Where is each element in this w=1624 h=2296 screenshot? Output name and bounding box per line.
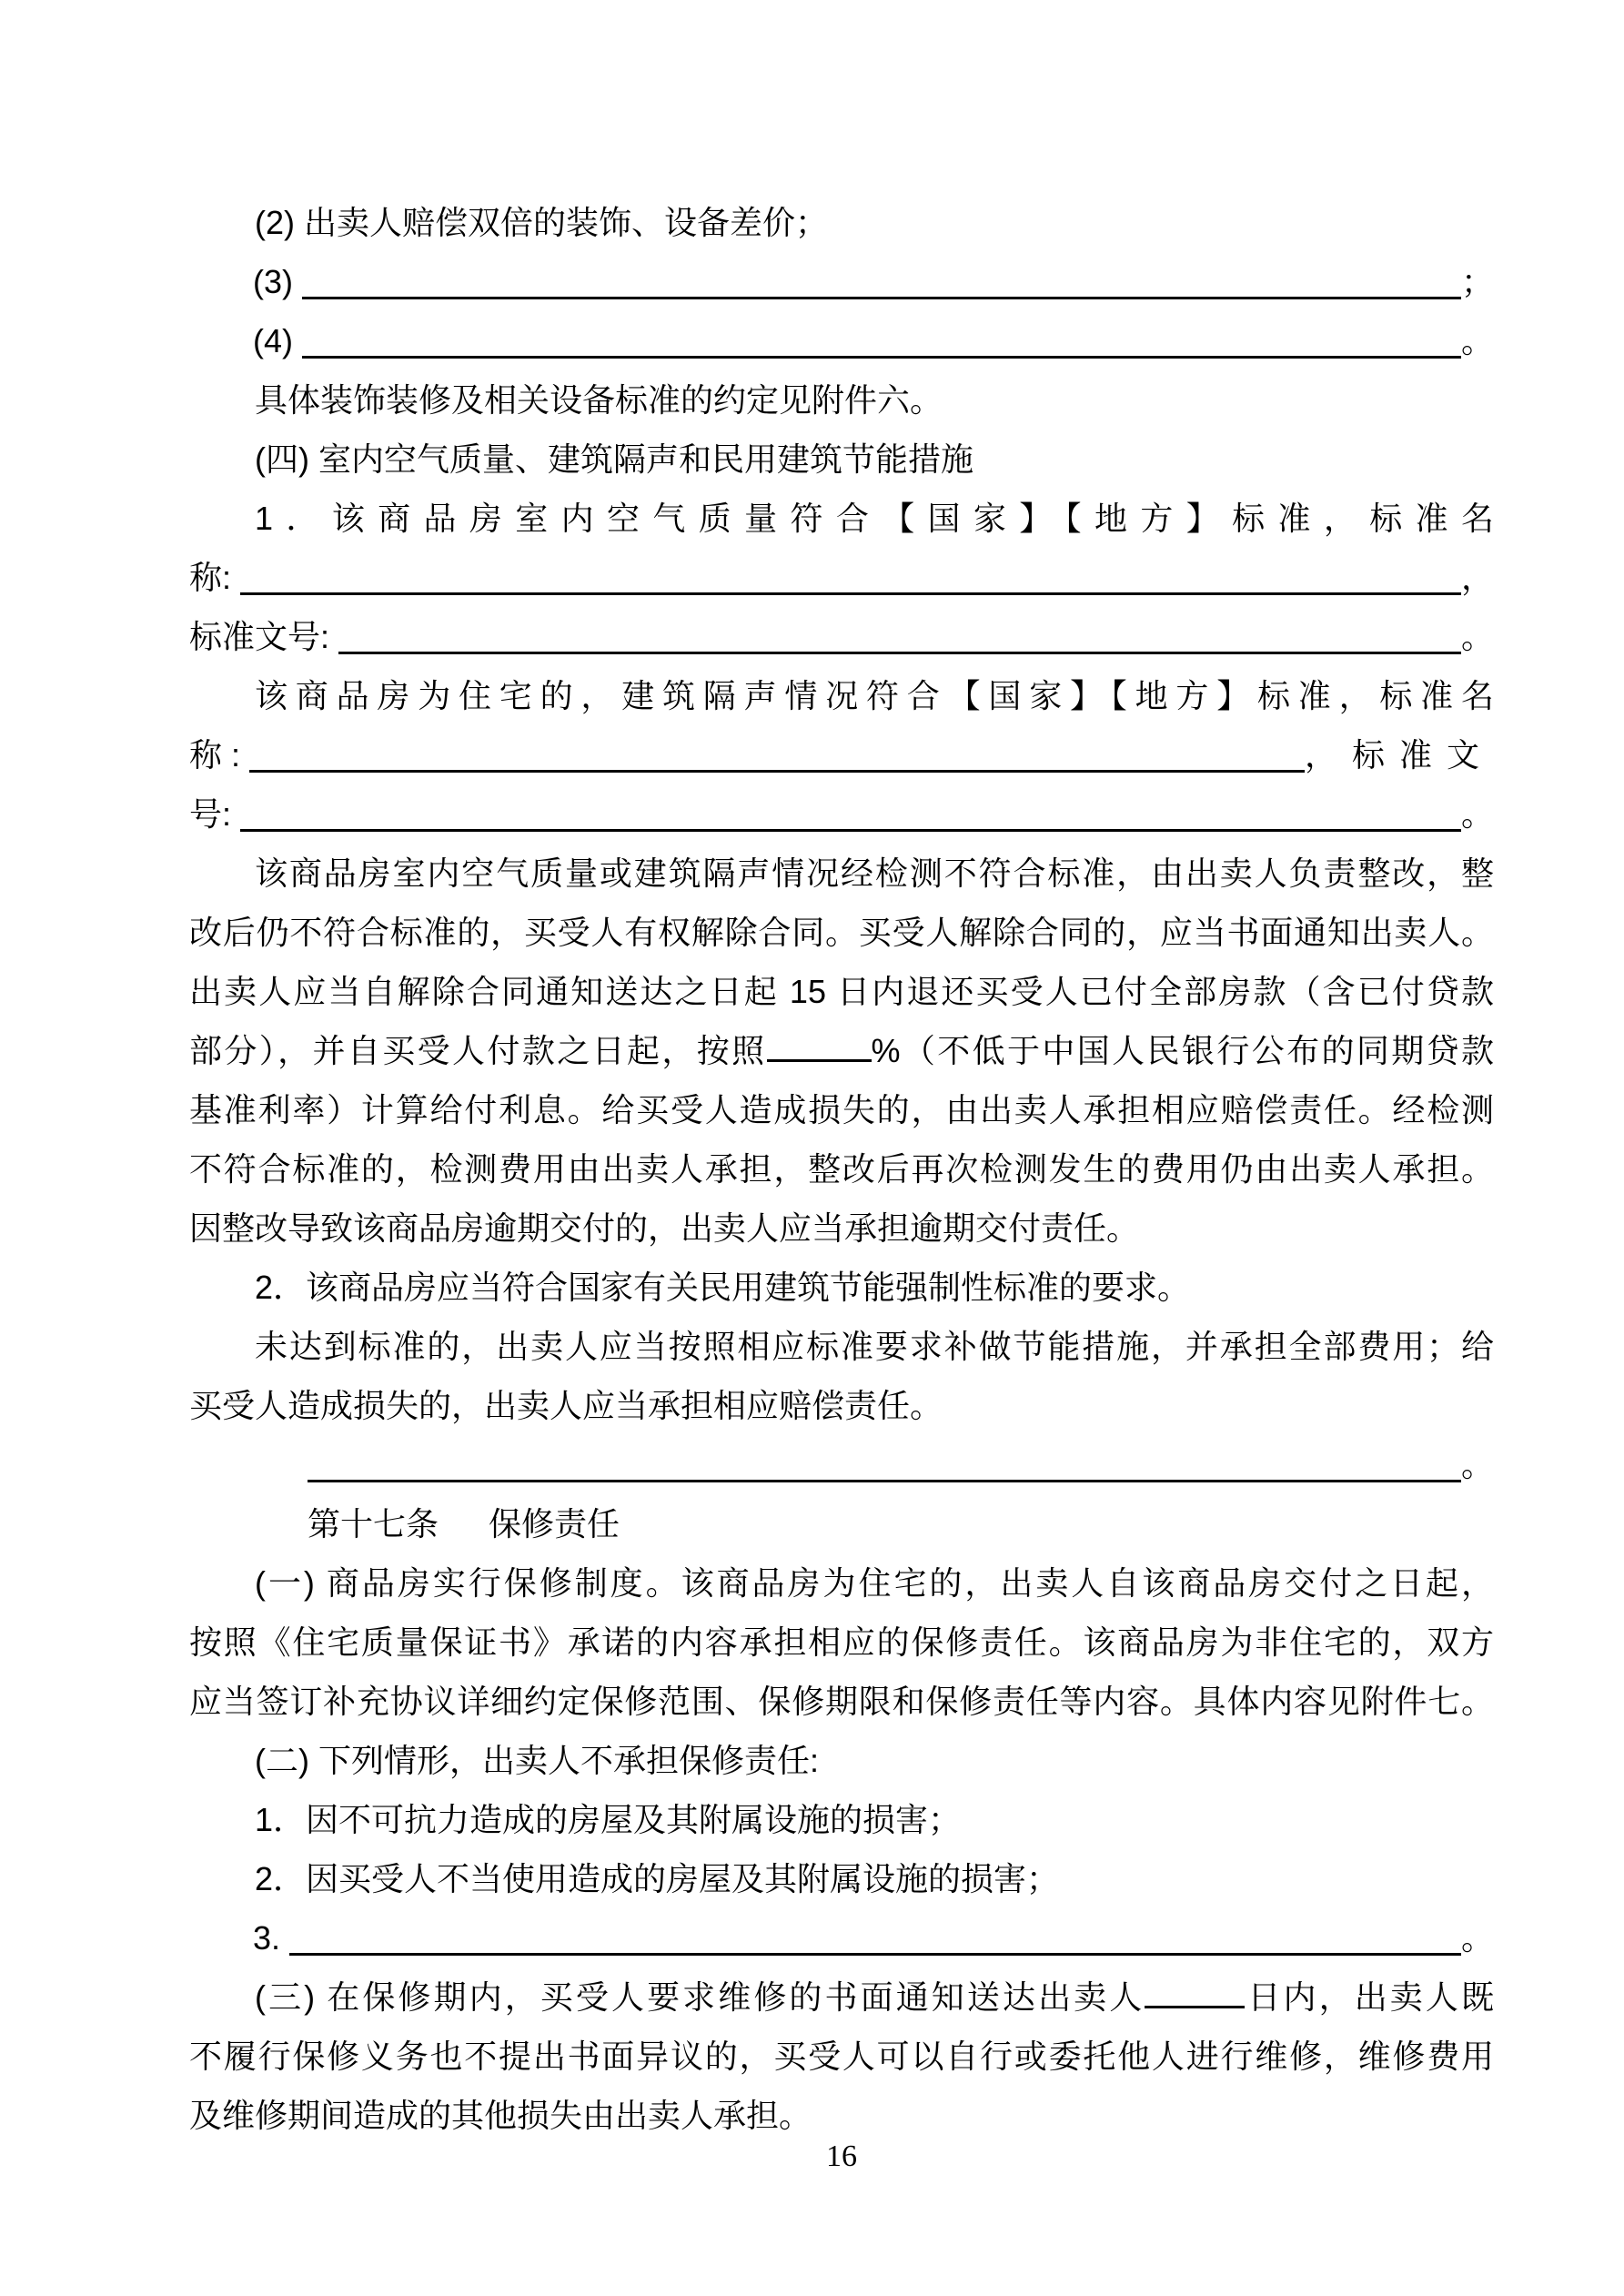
fill-line-suffix: ， bbox=[1460, 559, 1494, 596]
fill-in-line bbox=[189, 725, 1494, 784]
page-number: 16 bbox=[826, 2139, 857, 2173]
contract-text-line: 具体装饰装修及相关设备标准的约定见附件六。 bbox=[255, 381, 943, 419]
contract-text-line: 该商品房为住宅的，建筑隔声情况符合【国家】【地方】标准，标准名 bbox=[255, 677, 1494, 714]
fill-line-label: (4) bbox=[253, 322, 302, 359]
fill-in-blank bbox=[1145, 2006, 1245, 2008]
contract-text-line: 2．因买受人不当使用造成的房屋及其附属设施的损害； bbox=[255, 1860, 1060, 1897]
contract-text-line: 按照《住宅质量保证书》承诺的内容承担相应的保修责任。该商品房为非住宅的，双方 bbox=[189, 1623, 1494, 1661]
contract-text-line: 该商品房室内空气质量或建筑隔声情况经检测不符合标准，由出卖人负责整改，整 bbox=[255, 855, 1494, 892]
fill-in-line bbox=[189, 252, 1494, 311]
contract-text-line: 基准利率）计算给付利息。给买受人造成损失的，由出卖人承担相应赔偿责任。经检测 bbox=[189, 1091, 1494, 1128]
article-title: 保修责任 bbox=[489, 1505, 620, 1542]
contract-text-line: 改后仍不符合标准的，买受人有权解除合同。买受人解除合同的，应当书面通知出卖人。 bbox=[189, 914, 1494, 951]
fill-in-line bbox=[189, 607, 1494, 666]
fill-in-blank bbox=[302, 356, 1461, 359]
fill-in-line bbox=[189, 1908, 1494, 1967]
contract-text-line: 1．因不可抗力造成的房屋及其附属设施的损害； bbox=[255, 1801, 962, 1838]
fill-in-blank bbox=[289, 1953, 1461, 1956]
fill-in-line bbox=[189, 311, 1494, 370]
fill-line-label: 3. bbox=[253, 1919, 290, 1957]
contract-text-line: 出卖人应当自解除合同通知送达之日起 15 日内退还买受人已付全部房款（含已付贷款 bbox=[189, 973, 1494, 1010]
contract-text-line: 未达到标准的，出卖人应当按照相应标准要求补做节能措施，并承担全部费用；给 bbox=[255, 1328, 1494, 1365]
fill-in-blank bbox=[308, 1480, 1461, 1482]
contract-text-line: (二) 下列情形，出卖人不承担保修责任: bbox=[255, 1742, 819, 1779]
contract-text-line: 应当签订补充协议详细约定保修范围、保修期限和保修责任等内容。具体内容见附件七。 bbox=[189, 1683, 1494, 1720]
contract-text-line: (2) 出卖人赔偿双倍的装饰、设备差价； bbox=[255, 204, 829, 241]
contract-text-line: 1．该商品房室内空气质量符合【国家】【地方】标准，标准名 bbox=[255, 500, 1494, 537]
fill-in-blank bbox=[338, 652, 1461, 654]
fill-in-blank bbox=[240, 829, 1461, 832]
fill-line-suffix: ，标准文 bbox=[1304, 736, 1494, 774]
contract-text-line: 不履行保修义务也不提出书面异议的，买受人可以自行或委托他人进行维修，维修费用 bbox=[189, 2038, 1494, 2075]
contract-text-line: 不符合标准的，检测费用由出卖人承担，整改后再次检测发生的费用仍由出卖人承担。 bbox=[189, 1150, 1494, 1188]
fill-in-blank bbox=[240, 592, 1461, 595]
contract-text-line: 部分），并自买受人付款之日起，按照 %（不低于中国人民银行公布的同期贷款 bbox=[189, 1032, 1494, 1069]
fill-line-label: 号: bbox=[189, 795, 241, 833]
fill-line-label: 称 : bbox=[189, 736, 250, 774]
fill-in-line bbox=[189, 784, 1494, 844]
document-body bbox=[189, 193, 1494, 2145]
contract-text-line: 因整改导致该商品房逾期交付的，出卖人应当承担逾期交付责任。 bbox=[189, 1209, 1140, 1247]
contract-text-line: 买受人造成损失的，出卖人应当承担相应赔偿责任。 bbox=[189, 1387, 943, 1424]
fill-line-label: 标准文号: bbox=[189, 618, 339, 655]
fill-in-blank bbox=[302, 297, 1461, 299]
fill-line-suffix: 。 bbox=[1460, 322, 1494, 359]
contract-text-line: 2．该商品房应当符合国家有关民用建筑节能强制性标准的要求。 bbox=[255, 1269, 1191, 1306]
contract-text-line: 及维修期间造成的其他损失由出卖人承担。 bbox=[189, 2097, 812, 2134]
contract-text-line: (四) 室内空气质量、建筑隔声和民用建筑节能措施 bbox=[255, 440, 973, 478]
fill-line-suffix: 。 bbox=[1460, 1446, 1494, 1483]
fill-line-suffix: ； bbox=[1460, 263, 1494, 300]
fill-line-label: (3) bbox=[253, 263, 302, 300]
fill-in-line bbox=[189, 1435, 1494, 1494]
fill-line-suffix: 。 bbox=[1460, 795, 1494, 833]
article-heading bbox=[189, 1494, 1494, 1553]
fill-in-line bbox=[189, 548, 1494, 607]
fill-in-blank bbox=[767, 1059, 872, 1062]
contract-text-line: (一) 商品房实行保修制度。该商品房为住宅的，出卖人自该商品房交付之日起， bbox=[255, 1564, 1494, 1602]
fill-in-blank bbox=[249, 770, 1305, 773]
fill-line-suffix: 。 bbox=[1460, 618, 1494, 655]
fill-line-label: 称: bbox=[189, 559, 241, 596]
article-number: 第十七条 bbox=[308, 1505, 439, 1542]
fill-line-suffix: 。 bbox=[1460, 1919, 1494, 1957]
contract-text-line: (三) 在保修期内，买受人要求维修的书面通知送达出卖人 日内，出卖人既 bbox=[255, 1978, 1494, 2016]
